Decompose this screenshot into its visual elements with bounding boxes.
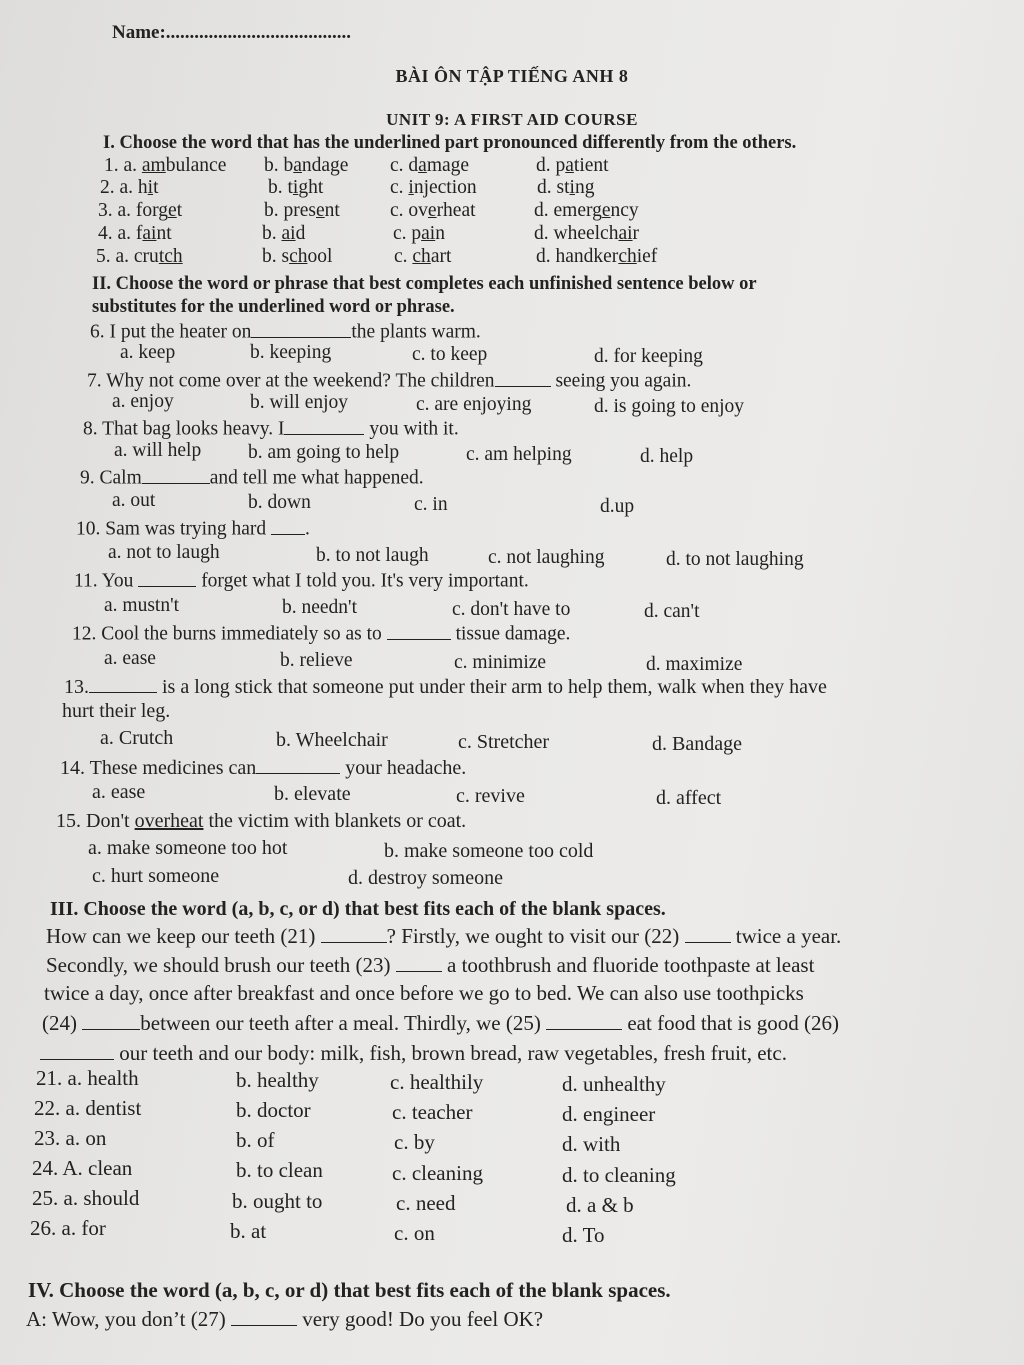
q14-option-a: a. ease <box>92 781 146 803</box>
q5-option-d: d. handkerchief <box>536 246 658 267</box>
section4-heading: IV. Choose the word (a, b, c, or d) that best fits each of the blank spaces. <box>28 1278 671 1302</box>
q7-option-b: b. will enjoy <box>250 392 349 413</box>
q22-option-a: 22. a. dentist <box>34 1096 142 1120</box>
q23-option-c: c. by <box>394 1130 435 1154</box>
q15-option-b: b. make someone too cold <box>384 840 594 862</box>
section2-heading-line1: II. Choose the word or phrase that best completes each unfinished sentence below or <box>92 274 757 294</box>
q14-option-c: c. revive <box>456 785 525 807</box>
q5-option-b: b. school <box>262 246 333 267</box>
q4-option-a: 4. a. faint <box>98 223 172 244</box>
question-6-stem: 6. I put the heater on the plants warm. <box>90 319 481 344</box>
q24-option-a: 24. A. clean <box>32 1156 133 1180</box>
q24-option-d: d. to cleaning <box>562 1163 676 1187</box>
q26-option-d: d. To <box>562 1223 605 1247</box>
question-9-stem: 9. Calm and tell me what happened. <box>80 465 424 490</box>
question-12-stem: 12. Cool the burns immediately so as to tissue damage. <box>72 621 570 646</box>
q4-option-c: c. pain <box>393 223 445 244</box>
question-15-stem: 15. Don't overheat the victim with blankets or coat. <box>56 810 467 832</box>
q1-option-a: 1. a. ambulance <box>104 155 227 176</box>
q25-option-c: c. need <box>396 1191 456 1215</box>
q6-option-b: b. keeping <box>250 342 332 363</box>
q25-option-a: 25. a. should <box>32 1186 140 1210</box>
q15-option-c: c. hurt someone <box>92 865 220 887</box>
q10-option-a: a. not to laugh <box>108 542 220 563</box>
q14-option-b: b. elevate <box>274 783 351 805</box>
unit-title: UNIT 9: A FIRST AID COURSE <box>386 110 638 129</box>
question-7-stem: 7. Why not come over at the weekend? The children seeing you again. <box>87 368 691 393</box>
question-13-stem-cont: hurt their leg. <box>62 700 171 722</box>
q9-option-b: b. down <box>248 492 311 513</box>
q2-option-a: 2. a. hit <box>100 177 159 198</box>
q9-option-a: a. out <box>112 490 156 511</box>
q8-option-b: b. am going to help <box>248 442 400 463</box>
q2-option-d: d. sting <box>537 177 595 198</box>
passage-line-4: (24) between our teeth after a meal. Thirdly, we (25) eat food that is good (26) <box>42 1010 840 1035</box>
q2-option-c: c. injection <box>390 177 477 198</box>
section1-heading: I. Choose the word that has the underlined part pronounced differently from the others. <box>103 133 797 153</box>
q10-option-d: d. to not laughing <box>666 549 804 570</box>
q13-option-d: d. Bandage <box>652 733 742 755</box>
section3-heading: III. Choose the word (a, b, c, or d) that best fits each of the blank spaces. <box>50 898 666 920</box>
q13-option-a: a. Crutch <box>100 727 174 749</box>
dialogue-line-a: A: Wow, you don’t (27) very good! Do you feel OK? <box>26 1306 544 1331</box>
q12-option-a: a. ease <box>104 648 156 669</box>
q22-option-b: b. doctor <box>236 1098 311 1122</box>
q12-option-c: c. minimize <box>454 652 547 673</box>
q14-option-d: d. affect <box>656 787 722 809</box>
q26-option-a: 26. a. for <box>30 1216 106 1240</box>
q12-option-d: d. maximize <box>646 654 743 675</box>
q3-option-a: 3. a. forget <box>98 200 183 221</box>
q22-option-d: d. engineer <box>562 1102 656 1126</box>
question-14-stem: 14. These medicines can your headache. <box>60 757 467 779</box>
q6-option-c: c. to keep <box>412 344 488 365</box>
q11-option-b: b. needn't <box>282 597 357 618</box>
question-13-stem: 13. is a long stick that someone put under their arm to help them, walk when they have <box>64 676 827 698</box>
q22-option-c: c. teacher <box>392 1100 473 1124</box>
name-field-label: Name:....................................... <box>112 22 352 43</box>
q9-option-c: c. in <box>414 494 448 515</box>
q21-option-b: b. healthy <box>236 1068 319 1092</box>
q1-option-d: d. patient <box>536 155 609 176</box>
question-10-stem: 10. Sam was trying hard . <box>76 516 310 541</box>
q1-option-c: c. damage <box>390 155 470 176</box>
section2-heading-line2: substitutes for the underlined word or phrase. <box>92 297 455 317</box>
q13-option-c: c. Stretcher <box>458 731 550 753</box>
q7-option-d: d. is going to enjoy <box>594 396 745 417</box>
q4-option-b: b. aid <box>262 223 306 244</box>
q26-option-b: b. at <box>230 1219 267 1243</box>
q24-option-c: c. cleaning <box>392 1161 483 1185</box>
q5-option-a: 5. a. crutch <box>96 246 183 267</box>
q25-option-b: b. ought to <box>232 1189 323 1213</box>
q11-option-a: a. mustn't <box>104 595 180 616</box>
q8-option-d: d. help <box>640 446 694 467</box>
q23-option-d: d. with <box>562 1132 621 1156</box>
q23-option-b: b. of <box>236 1128 275 1152</box>
q3-option-d: d. emergency <box>534 200 639 221</box>
passage-line-3: twice a day, once after breakfast and once before we go to bed. We can also use toothpicks <box>44 981 804 1005</box>
page-title: BÀI ÔN TẬP TIẾNG ANH 8 <box>395 66 629 86</box>
q9-option-d: d.up <box>600 496 635 517</box>
q3-option-b: b. present <box>264 200 340 221</box>
q11-option-d: d. can't <box>644 601 700 622</box>
q2-option-b: b. tight <box>268 177 324 198</box>
question-11-stem: 11. You forget what I told you. It's very important. <box>74 568 529 593</box>
q21-option-d: d. unhealthy <box>562 1072 666 1096</box>
q25-option-d: d. a & b <box>566 1193 634 1217</box>
q11-option-c: c. don't have to <box>452 599 571 620</box>
q3-option-c: c. overheat <box>390 200 476 221</box>
q6-option-d: d. for keeping <box>594 346 703 367</box>
q21-option-c: c. healthily <box>390 1070 484 1094</box>
q15-option-d: d. destroy someone <box>348 867 503 889</box>
q7-option-c: c. are enjoying <box>416 394 532 415</box>
q8-option-c: c. am helping <box>466 444 572 465</box>
q1-option-b: b. bandage <box>264 155 349 176</box>
q13-option-b: b. Wheelchair <box>276 729 388 751</box>
question-8-stem: 8. That bag looks heavy. I you with it. <box>83 416 459 441</box>
q7-option-a: a. enjoy <box>112 391 174 412</box>
q21-option-a: 21. a. health <box>36 1066 139 1090</box>
q10-option-c: c. not laughing <box>488 547 605 568</box>
q12-option-b: b. relieve <box>280 650 353 671</box>
q26-option-c: c. on <box>394 1221 435 1245</box>
passage-line-1: How can we keep our teeth (21) ? Firstly, we ought to visit our (22) twice a year. <box>46 923 842 948</box>
q24-option-b: b. to clean <box>236 1158 323 1182</box>
q15-option-a: a. make someone too hot <box>88 837 288 859</box>
q4-option-d: d. wheelchair <box>534 223 640 244</box>
q5-option-c: c. chart <box>394 246 452 267</box>
passage-line-5: our teeth and our body: milk, fish, brown bread, raw vegetables, fresh fruit, etc. <box>40 1040 787 1066</box>
q10-option-b: b. to not laugh <box>316 545 429 566</box>
q6-option-a: a. keep <box>120 342 176 363</box>
passage-line-2: Secondly, we should brush our teeth (23) a toothbrush and fluoride toothpaste at least <box>46 952 815 977</box>
q23-option-a: 23. a. on <box>34 1126 107 1150</box>
q8-option-a: a. will help <box>114 440 202 461</box>
